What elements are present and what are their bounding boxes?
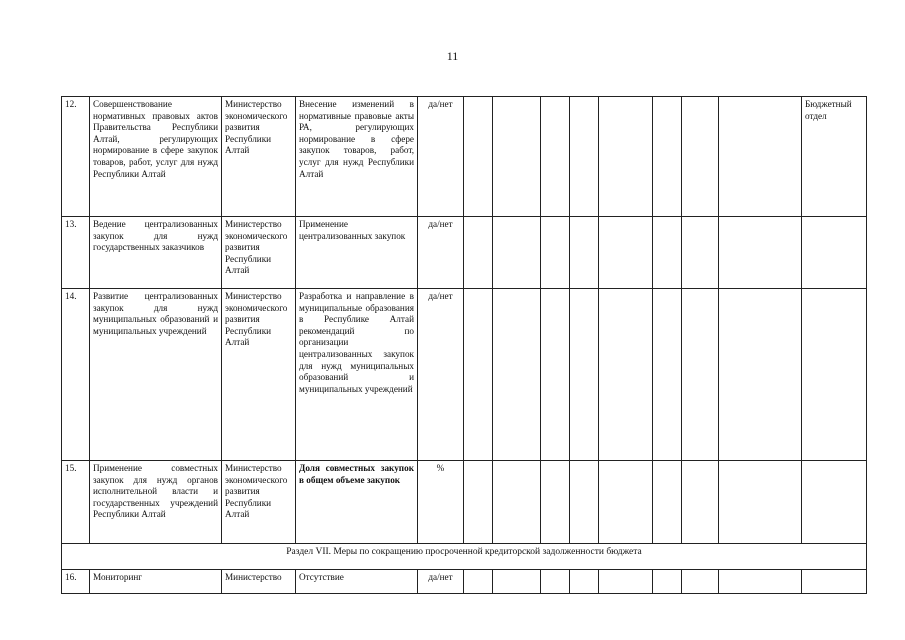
row-number: 15. — [62, 461, 90, 544]
value-cell — [541, 570, 570, 594]
row-number: 13. — [62, 217, 90, 289]
value-cell — [541, 461, 570, 544]
value-cell — [682, 289, 719, 461]
activity-cell: Применение совместных закупок для нужд органов исполнительной власти и государственных учреждений Республики Алтай — [90, 461, 222, 544]
value-cell — [493, 97, 541, 217]
value-cell — [599, 570, 653, 594]
page-number: 11 — [446, 49, 459, 63]
unit-cell: % — [418, 461, 464, 544]
executor-cell: Министерство экономического развития Республики Алтай — [222, 217, 296, 289]
value-cell — [464, 461, 493, 544]
value-cell — [464, 97, 493, 217]
unit-cell: да/нет — [418, 97, 464, 217]
responsible-cell — [802, 461, 867, 544]
unit-cell: да/нет — [418, 289, 464, 461]
table-row — [62, 461, 867, 544]
value-cell — [719, 570, 802, 594]
responsible-cell: Бюджетный отдел — [802, 97, 867, 217]
responsible-cell — [802, 217, 867, 289]
section-title: Раздел VII. Меры по сокращению просроченной кредиторской задолженности бюджета — [62, 544, 867, 570]
value-cell — [653, 289, 682, 461]
value-cell — [570, 570, 599, 594]
value-cell — [570, 97, 599, 217]
value-cell — [599, 217, 653, 289]
value-cell — [570, 217, 599, 289]
responsible-cell — [802, 289, 867, 461]
activity-cell: Совершенствование нормативных правовых актов Правительства Республики Алтай, регулирующих нормирование в сфере закупок товаров, работ, услуг для нужд Республики Алтай — [90, 97, 222, 217]
value-cell — [682, 570, 719, 594]
value-cell — [719, 97, 802, 217]
value-cell — [682, 217, 719, 289]
row-number: 14. — [62, 289, 90, 461]
value-cell — [493, 289, 541, 461]
value-cell — [653, 570, 682, 594]
row-number: 12. — [62, 97, 90, 217]
executor-cell: Министерство — [222, 570, 296, 594]
table-row — [62, 289, 867, 461]
value-cell — [682, 97, 719, 217]
row-number: 16. — [62, 570, 90, 594]
value-cell — [570, 461, 599, 544]
responsible-cell — [802, 570, 867, 594]
value-cell — [570, 289, 599, 461]
value-cell — [464, 570, 493, 594]
value-cell — [719, 217, 802, 289]
executor-cell: Министерство экономического развития Республики Алтай — [222, 289, 296, 461]
executor-cell: Министерство экономического развития Республики Алтай — [222, 97, 296, 217]
value-cell — [493, 217, 541, 289]
value-cell — [653, 461, 682, 544]
value-cell — [493, 570, 541, 594]
indicator-cell: Доля совместных закупок в общем объеме закупок — [296, 461, 418, 544]
value-cell — [493, 461, 541, 544]
value-cell — [599, 461, 653, 544]
value-cell — [653, 97, 682, 217]
value-cell — [653, 217, 682, 289]
indicator-cell: Разработка и направление в муниципальные образования в Республике Алтай рекомендаций по организации централизованных закупок для нужд муниципальных образований и муниципальных учреждений — [296, 289, 418, 461]
value-cell — [719, 461, 802, 544]
value-cell — [541, 217, 570, 289]
activity-cell: Развитие централизованных закупок для нужд муниципальных образований и муниципальных учреждений — [90, 289, 222, 461]
value-cell — [541, 97, 570, 217]
indicator-cell: Отсутствие — [296, 570, 418, 594]
activity-cell: Ведение централизованных закупок для нужд государственных заказчиков — [90, 217, 222, 289]
indicator-cell: Применение централизованных закупок — [296, 217, 418, 289]
section-row — [62, 544, 867, 570]
activity-cell: Мониторинг — [90, 570, 222, 594]
table-row — [62, 97, 867, 217]
value-cell — [541, 289, 570, 461]
measures-table — [61, 96, 867, 594]
value-cell — [464, 289, 493, 461]
value-cell — [599, 289, 653, 461]
table-row — [62, 217, 867, 289]
value-cell — [599, 97, 653, 217]
value-cell — [719, 289, 802, 461]
unit-cell: да/нет — [418, 217, 464, 289]
indicator-cell: Внесение изменений в нормативные правовые акты РА, регулирующих нормирование в сфере закупок товаров, работ, услуг для нужд Республики Алтай — [296, 97, 418, 217]
value-cell — [464, 217, 493, 289]
unit-cell: да/нет — [418, 570, 464, 594]
table-row — [62, 570, 867, 594]
value-cell — [682, 461, 719, 544]
executor-cell: Министерство экономического развития Республики Алтай — [222, 461, 296, 544]
